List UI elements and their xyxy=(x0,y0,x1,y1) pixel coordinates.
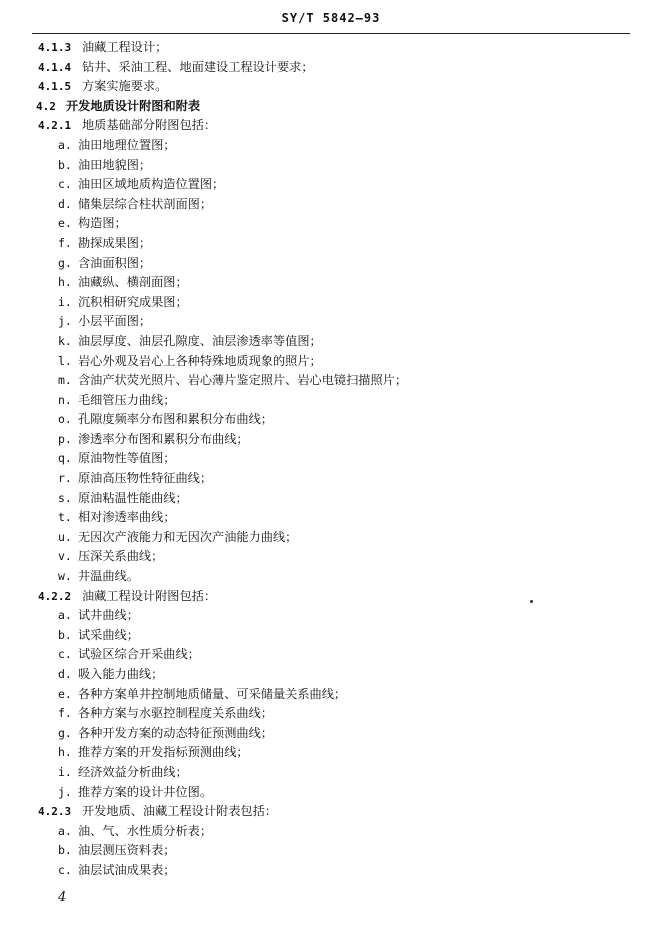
list-item xyxy=(0,547,662,567)
list-item-text: 压深关系曲线； xyxy=(78,549,164,564)
list-item xyxy=(0,626,662,646)
list-item xyxy=(0,391,662,411)
list-item-text: 含油面积图； xyxy=(78,255,152,270)
list-item-marker: c. xyxy=(58,177,72,192)
list-item xyxy=(0,822,662,842)
list-item-marker: c. xyxy=(58,647,72,662)
list-item xyxy=(0,430,662,450)
list-item xyxy=(0,175,662,195)
clause-4-2-1 xyxy=(0,116,662,136)
list-item xyxy=(0,312,662,332)
list-item xyxy=(0,293,662,313)
list-4-2-2 xyxy=(0,606,662,802)
list-item-marker: g. xyxy=(58,255,72,270)
list-item-text: 相对渗透率曲线； xyxy=(78,510,176,525)
list-item-marker: w. xyxy=(58,569,72,584)
list-item xyxy=(0,528,662,548)
list-item xyxy=(0,567,662,587)
header-rule xyxy=(32,33,630,34)
list-item-marker: b. xyxy=(58,627,72,642)
list-item xyxy=(0,469,662,489)
list-item-text: 试验区综合开采曲线； xyxy=(78,647,200,662)
list-item-text: 油层厚度、油层孔隙度、油层渗透率等值图； xyxy=(78,333,322,348)
list-item xyxy=(0,489,662,509)
list-item-text: 构造图； xyxy=(78,216,127,231)
list-item-text: 井温曲线。 xyxy=(78,569,139,584)
clause-text: 地质基础部分附图包括： xyxy=(82,118,217,133)
list-item-text: 无因次产液能力和无因次产油能力曲线； xyxy=(78,529,298,544)
list-item xyxy=(0,136,662,156)
list-item-text: 勘探成果图； xyxy=(78,235,152,250)
clause-text: 油藏工程设计附图包括： xyxy=(82,588,217,603)
list-item-marker: v. xyxy=(58,549,72,564)
list-item xyxy=(0,645,662,665)
page-number: 4 xyxy=(58,890,67,905)
list-item-text: 小层平面图； xyxy=(78,314,152,329)
list-item xyxy=(0,861,662,881)
list-item xyxy=(0,352,662,372)
list-item xyxy=(0,273,662,293)
document-header: SY/T 5842—93 xyxy=(281,11,381,25)
list-item xyxy=(0,214,662,234)
clause-number: 4.2.2 xyxy=(38,589,72,603)
list-item-text: 油田地貌图； xyxy=(78,157,152,172)
list-item-marker: e. xyxy=(58,216,72,231)
list-item-text: 各种方案单井控制地质储量、可采储量关系曲线； xyxy=(78,686,347,701)
list-item-marker: j. xyxy=(58,784,72,799)
list-item-marker: i. xyxy=(58,294,72,309)
list-item-text: 油田地理位置图； xyxy=(78,137,176,152)
list-item xyxy=(0,508,662,528)
list-item-text: 油、气、水性质分析表； xyxy=(78,823,213,838)
clause-4-1-3 xyxy=(0,38,662,58)
list-item-text: 试采曲线； xyxy=(78,627,139,642)
list-item xyxy=(0,743,662,763)
clause-text: 方案实施要求。 xyxy=(82,79,168,94)
list-item-marker: f. xyxy=(58,235,72,250)
list-item-marker: i. xyxy=(58,764,72,779)
clause-text: 钻井、采油工程、地面建设工程设计要求； xyxy=(82,59,314,74)
list-item-marker: j. xyxy=(58,314,72,329)
list-4-2-1 xyxy=(0,136,662,587)
list-item-text: 沉积相研究成果图； xyxy=(78,294,188,309)
list-item-marker: q. xyxy=(58,451,72,466)
list-item-text: 各种开发方案的动态特征预测曲线； xyxy=(78,725,273,740)
section-4-2-heading xyxy=(0,97,662,117)
list-item-text: 孔隙度频率分布图和累积分布曲线； xyxy=(78,412,273,427)
list-item-marker: s. xyxy=(58,490,72,505)
list-item-text: 毛细管压力曲线； xyxy=(78,392,176,407)
list-item-marker: e. xyxy=(58,686,72,701)
list-item-marker: d. xyxy=(58,196,72,211)
list-item-marker: k. xyxy=(58,333,72,348)
list-item-text: 原油高压物性特征曲线； xyxy=(78,471,213,486)
clause-4-2-3 xyxy=(0,802,662,822)
clause-text: 开发地质、油藏工程设计附表包括： xyxy=(82,804,277,819)
clause-text: 油藏工程设计； xyxy=(82,40,168,54)
clause-number: 4.2.3 xyxy=(38,805,72,819)
section-title: 开发地质设计附图和附表 xyxy=(66,98,201,113)
clause-number: 4.1.4 xyxy=(38,60,72,74)
list-item-marker: g. xyxy=(58,725,72,740)
list-item-text: 原油物性等值图； xyxy=(78,451,176,466)
list-item xyxy=(0,254,662,274)
clause-number: 4.2.1 xyxy=(38,119,72,133)
list-item-marker: f. xyxy=(58,706,72,721)
list-item xyxy=(0,685,662,705)
list-item-text: 各种方案与水驱控制程度关系曲线； xyxy=(78,706,273,721)
list-item-marker: b. xyxy=(58,843,72,858)
list-item-text: 原油粘温性能曲线； xyxy=(78,490,188,505)
list-item-text: 油藏纵、横剖面图； xyxy=(78,275,188,290)
list-item-marker: b. xyxy=(58,157,72,172)
list-item-text: 渗透率分布图和累积分布曲线； xyxy=(78,431,249,446)
list-item-marker: t. xyxy=(58,510,72,525)
list-item-marker: r. xyxy=(58,471,72,486)
list-item-text: 推荐方案的设计井位图。 xyxy=(78,784,213,799)
clause-4-1-5 xyxy=(0,77,662,97)
list-item-marker: p. xyxy=(58,431,72,446)
list-item-text: 推荐方案的开发指标预测曲线； xyxy=(78,745,249,760)
list-item xyxy=(0,724,662,744)
list-item-text: 岩心外观及岩心上各种特殊地质现象的照片； xyxy=(78,353,322,368)
clause-4-2-2 xyxy=(0,587,662,607)
list-item xyxy=(0,156,662,176)
list-item-marker: a. xyxy=(58,823,72,838)
list-item xyxy=(0,763,662,783)
clause-number: 4.1.3 xyxy=(38,41,72,54)
list-4-2-3 xyxy=(0,822,662,881)
list-item-marker: o. xyxy=(58,412,72,427)
clause-4-1-4 xyxy=(0,58,662,78)
list-item xyxy=(0,234,662,254)
list-item xyxy=(0,371,662,391)
list-item xyxy=(0,195,662,215)
document-body xyxy=(0,38,662,881)
list-item-text: 试井曲线； xyxy=(78,608,139,623)
list-item-text: 吸入能力曲线； xyxy=(78,667,164,681)
list-item-marker: a. xyxy=(58,137,72,152)
list-item-marker: m. xyxy=(58,373,72,388)
list-item-marker: c. xyxy=(58,862,72,877)
list-item-marker: d. xyxy=(58,667,72,681)
list-item xyxy=(0,783,662,803)
list-item-marker: h. xyxy=(58,275,72,290)
list-item xyxy=(0,410,662,430)
list-item-text: 油层测压资料表； xyxy=(78,843,176,858)
list-item-marker: u. xyxy=(58,529,72,544)
list-item xyxy=(0,332,662,352)
list-item xyxy=(0,665,662,685)
list-item-text: 经济效益分析曲线； xyxy=(78,764,188,779)
list-item-marker: h. xyxy=(58,745,72,760)
list-item xyxy=(0,606,662,626)
list-item-text: 油田区域地质构造位置图； xyxy=(78,177,225,192)
list-item xyxy=(0,841,662,861)
clause-number: 4.1.5 xyxy=(38,80,72,94)
list-item-marker: l. xyxy=(58,353,72,368)
list-item-marker: a. xyxy=(58,608,72,623)
list-item-marker: n. xyxy=(58,392,72,407)
list-item-text: 储集层综合柱状剖面图； xyxy=(78,196,213,211)
list-item-text: 含油产状荧光照片、岩心薄片鉴定照片、岩心电镜扫描照片； xyxy=(78,373,408,388)
section-number: 4.2 xyxy=(36,99,56,113)
list-item xyxy=(0,704,662,724)
list-item xyxy=(0,449,662,469)
list-item-text: 油层试油成果表； xyxy=(78,862,176,877)
scan-speck xyxy=(530,600,533,603)
